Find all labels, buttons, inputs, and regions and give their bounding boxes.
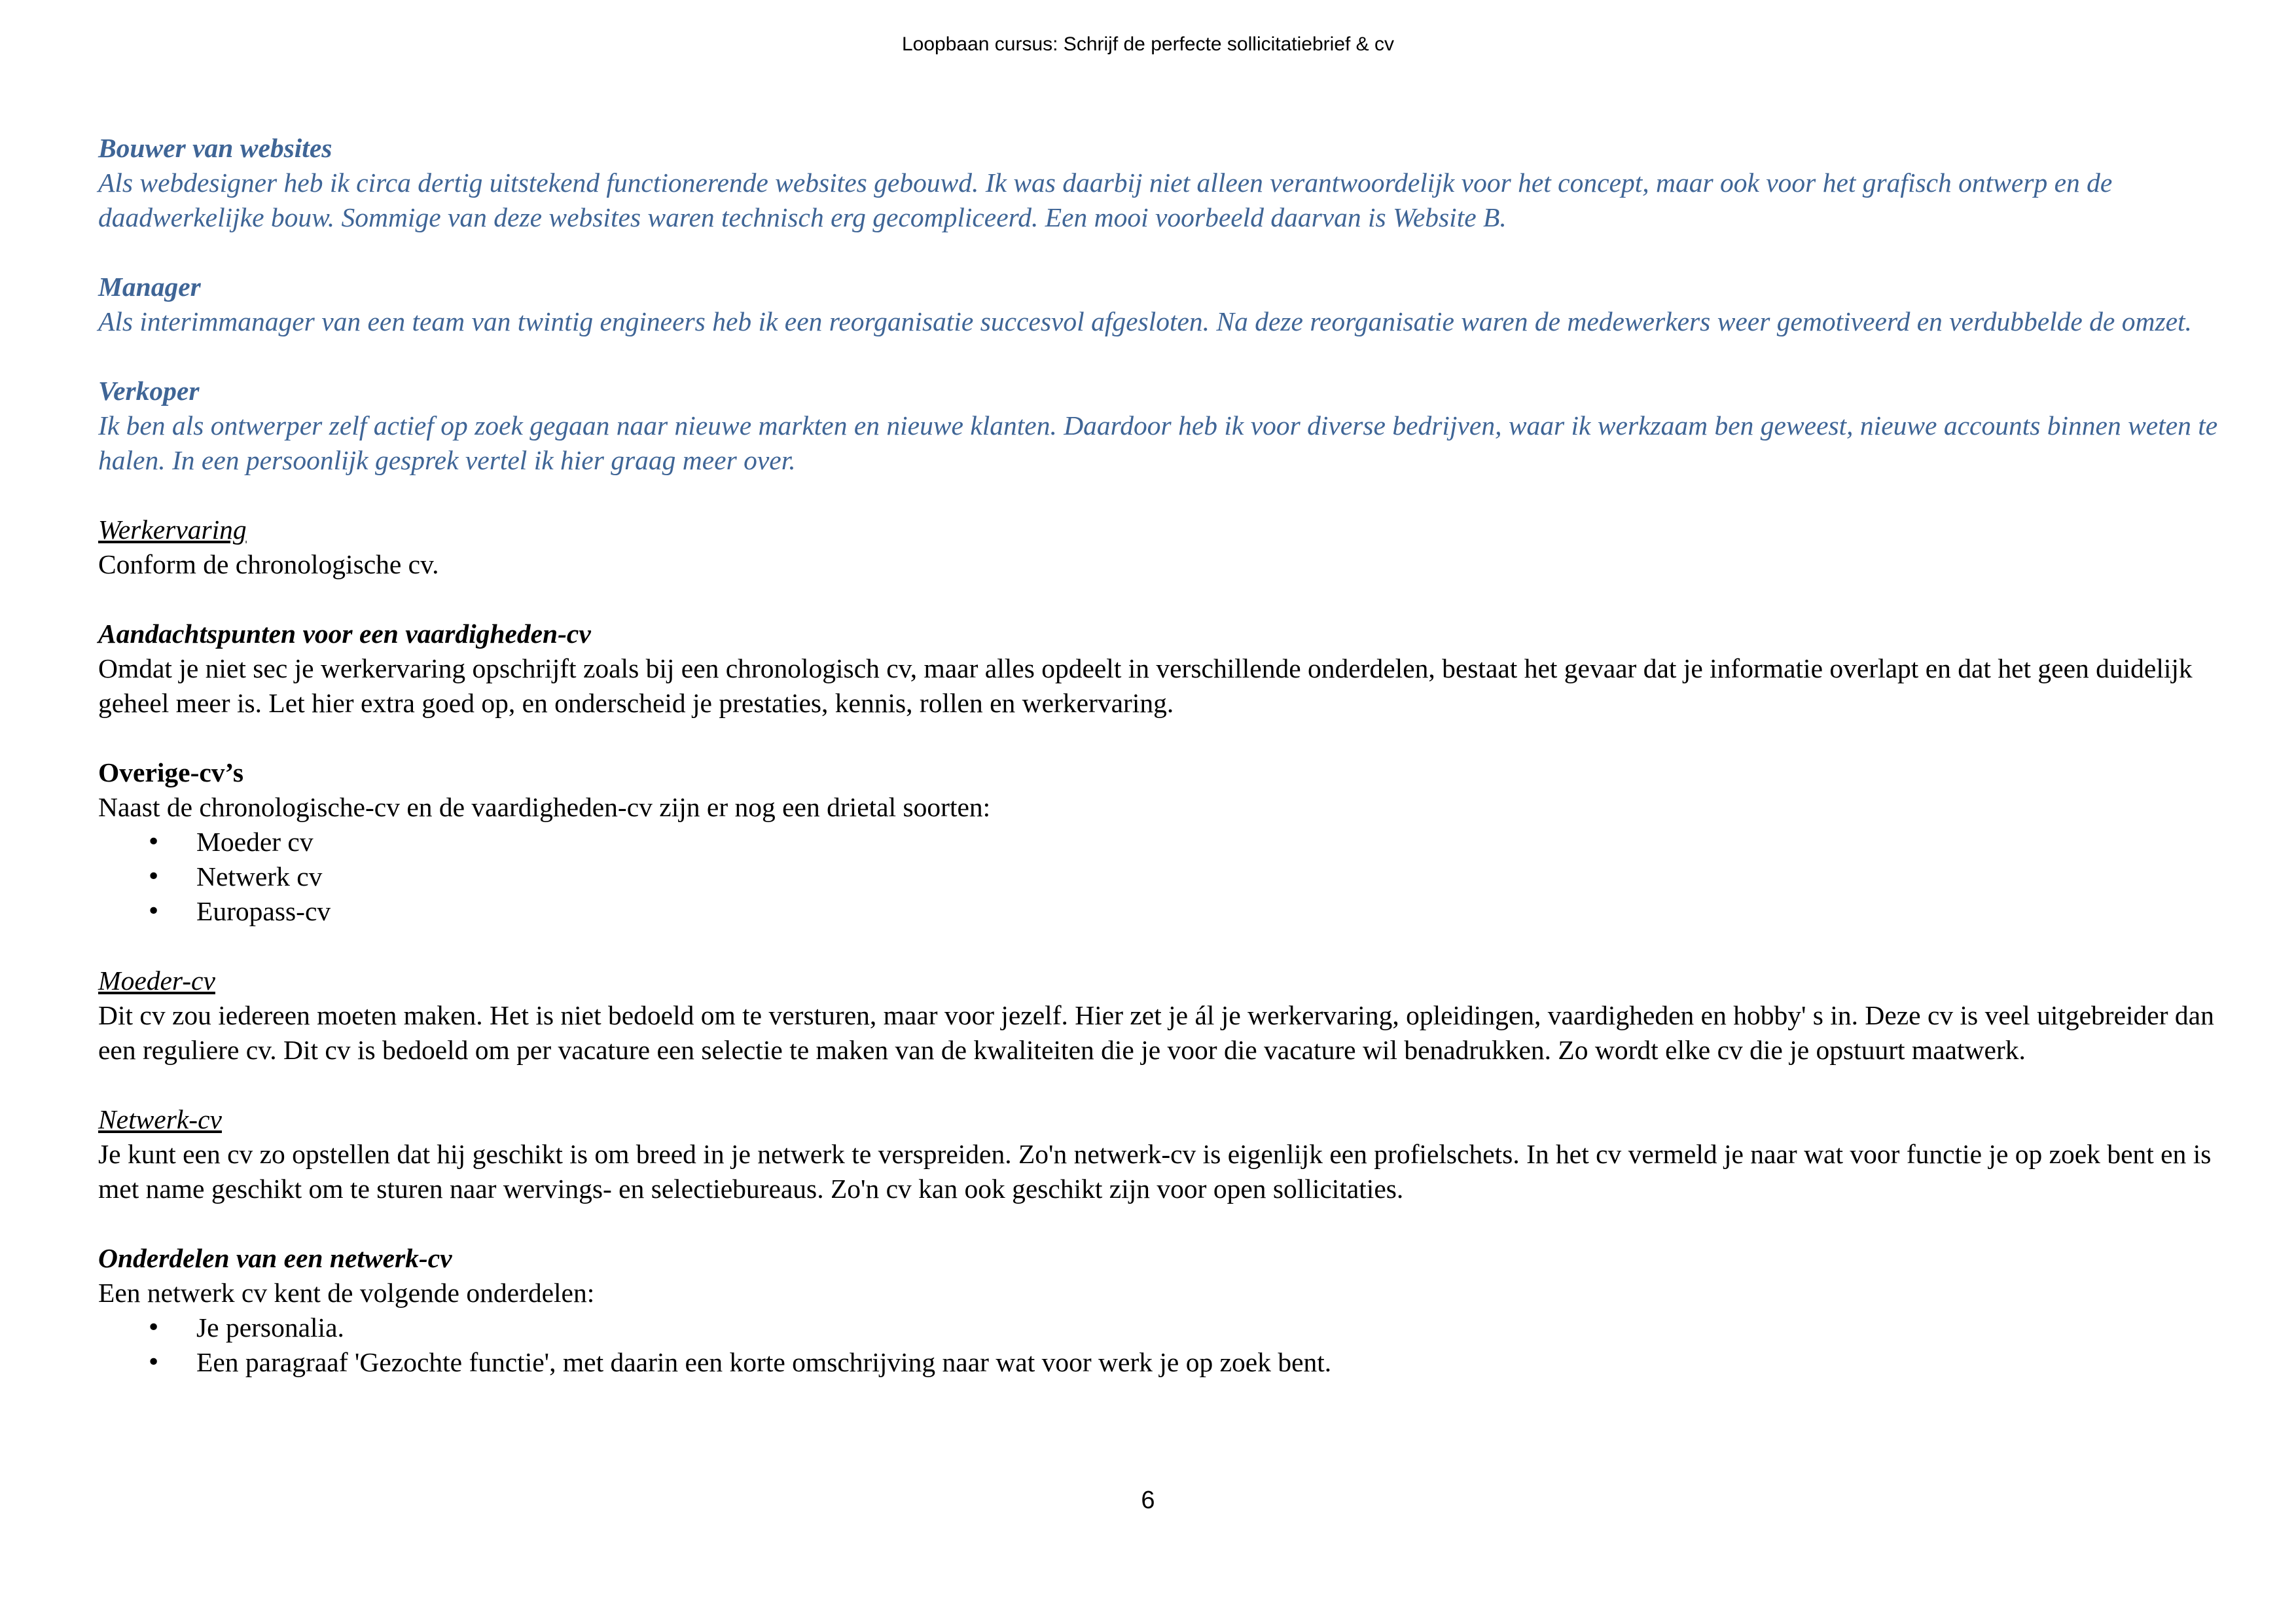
- list-item: • Europass-cv: [196, 894, 2219, 929]
- bullet-list: [98, 1310, 2219, 1380]
- section-text: Omdat je niet sec je werkervaring opschrijft zoals bij een chronologisch cv, maar alles opdeelt in verschillende onderdelen, bestaat het gevaar dat je informatie overlapt en dat het geen duidelijk geheel meer is. Let hier extra goed op, en onderscheid je prestaties, kennis, rollen en werkervaring.: [98, 653, 2193, 718]
- section-netwerk-cv: [98, 1102, 2219, 1206]
- section-text: Conform de chronologische cv.: [98, 549, 439, 579]
- section-heading: Netwerk-cv: [98, 1104, 222, 1134]
- list-item: • Een paragraaf 'Gezochte functie', met daarin een korte omschrijving naar wat voor werk je op zoek bent.: [196, 1345, 2219, 1380]
- role-text: Ik ben als ontwerper zelf actief op zoek gegaan naar nieuwe markten en nieuwe klanten. Daardoor heb ik voor diverse bedrijven, waar ik werkzaam ben geweest, nieuwe accounts binnen weten te halen. In een persoonlijk gesprek vertel ik hier graag meer over.: [98, 410, 2218, 475]
- section-intro: Naast de chronologische-cv en de vaardigheden-cv zijn er nog een drietal soorten:: [98, 792, 991, 822]
- role-block-seller: [98, 374, 2219, 478]
- section-onderdelen: [98, 1241, 2219, 1380]
- section-text: Je kunt een cv zo opstellen dat hij geschikt is om breed in je netwerk te verspreiden. Zo'n netwerk-cv is eigenlijk een profielschets. In het cv vermeld je naar wat voor functie je op zoek bent en is met name geschikt om te sturen naar wervings- en selectiebureaus. Zo'n cv kan ook geschikt zijn voor open sollicitaties.: [98, 1139, 2212, 1204]
- role-block-webbuilder: [98, 131, 2219, 235]
- section-aandachtspunten: [98, 617, 2219, 721]
- running-header: Loopbaan cursus: Schrijf de perfecte sollicitatiebrief & cv: [901, 33, 1395, 55]
- section-moeder-cv: [98, 964, 2219, 1068]
- section-werkervaring: [98, 513, 2219, 582]
- section-heading: Moeder-cv: [98, 965, 215, 996]
- list-item: • Netwerk cv: [196, 859, 2219, 894]
- page-number: 6: [1141, 1487, 1155, 1514]
- section-heading: Aandachtspunten voor een vaardigheden-cv: [98, 619, 591, 649]
- section-heading: Onderdelen van een netwerk-cv: [98, 1243, 452, 1273]
- section-heading: Werkervaring: [98, 514, 247, 545]
- role-text: Als interimmanager van een team van twintig engineers heb ik een reorganisatie succesvol afgesloten. Na deze reorganisatie waren de medewerkers weer gemotiveerd en verdubbelde de omzet.: [98, 306, 2192, 336]
- section-overige-cvs: [98, 755, 2219, 929]
- role-text: Als webdesigner heb ik circa dertig uitstekend functionerende websites gebouwd. Ik was daarbij niet alleen verantwoordelijk voor het concept, maar ook voor het grafisch ontwerp en de daadwerkelijke bouw. Sommige van deze websites waren technisch erg gecompliceerd. Een mooi voorbeeld daarvan is Website B.: [98, 168, 2113, 232]
- role-block-manager: [98, 270, 2219, 339]
- list-item: • Moeder cv: [196, 825, 2219, 859]
- role-title: Manager: [98, 272, 201, 302]
- role-title: Bouwer van websites: [98, 133, 332, 163]
- section-text: Dit cv zou iedereen moeten maken. Het is niet bedoeld om te versturen, maar voor jezelf. Hier zet je ál je werkervaring, opleidingen, vaardigheden en hobby' s in. Deze cv is veel uitgebreider dan een reguliere cv. Dit cv is bedoeld om per vacature een selectie te maken van de kwaliteiten die je voor die vacature wil benadrukken. Zo wordt elke cv die je opstuurt maatwerk.: [98, 1000, 2214, 1065]
- document-body: [98, 131, 2219, 1380]
- list-item: • Je personalia.: [196, 1310, 2219, 1345]
- bullet-list: [98, 825, 2219, 929]
- role-title: Verkoper: [98, 376, 200, 406]
- section-heading: Overige-cv’s: [98, 757, 243, 787]
- section-intro: Een netwerk cv kent de volgende onderdelen:: [98, 1278, 595, 1308]
